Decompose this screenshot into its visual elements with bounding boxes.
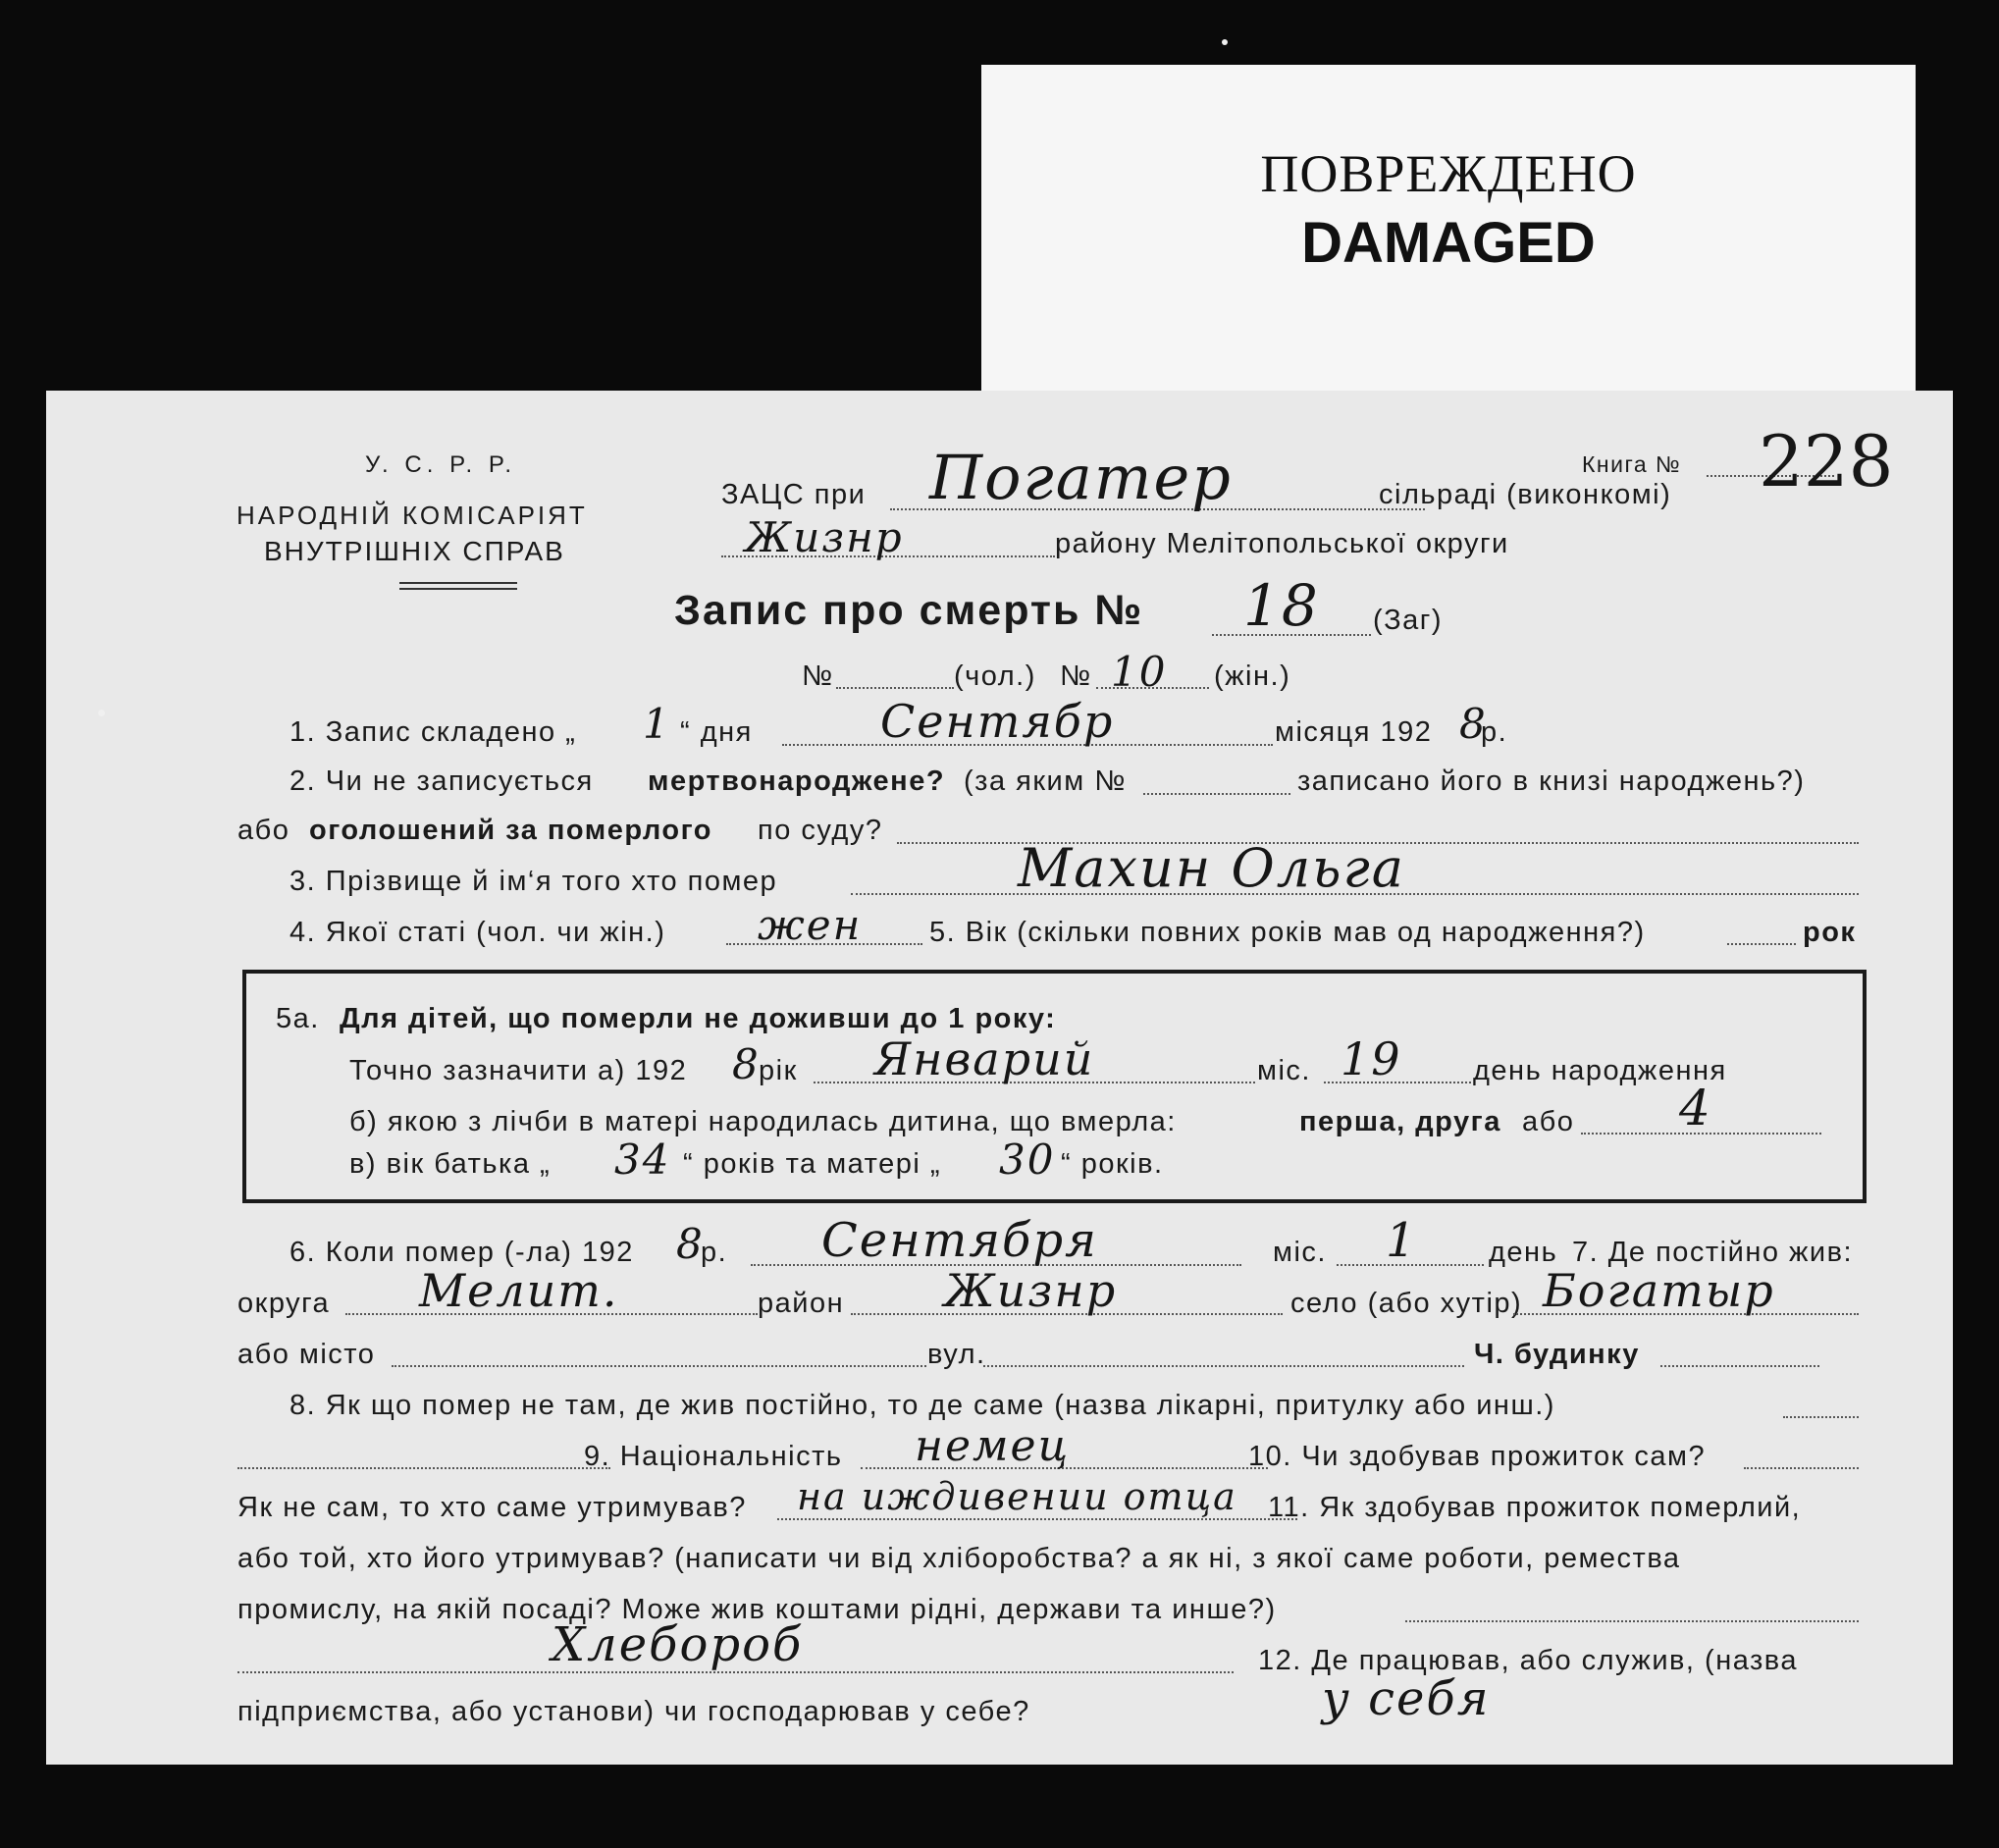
f8-dotline	[1783, 1416, 1859, 1418]
f1-month: Сентябр	[880, 695, 1115, 748]
f5-dotline	[1727, 943, 1796, 945]
f2-g: по суду?	[758, 815, 883, 846]
f2-e: або	[237, 815, 290, 846]
f1-label: 1. Запис складено „	[289, 716, 577, 748]
f12-value: у себя	[1322, 1671, 1491, 1726]
f5a-a-end: день народження	[1473, 1055, 1727, 1086]
header-divider	[399, 582, 517, 584]
header-divider-2	[399, 588, 517, 590]
f2-c: (за яким №	[964, 766, 1127, 797]
f6-month: Сентября	[821, 1213, 1098, 1268]
f5a-a-label: Точно зазначити а) 192	[349, 1055, 688, 1086]
f11-label: 11. Як здобував прожиток померлий,	[1268, 1492, 1802, 1523]
f10b-label: Як не сам, то хто саме утримував?	[237, 1492, 747, 1523]
f11-line1: або той, хто його утримував? (написати чи від хліборобства? а як ні, з якої саме роботи, ремества	[237, 1543, 1681, 1574]
male-label: (чол.)	[954, 660, 1036, 692]
damaged-label-en: DAMAGED	[1301, 211, 1596, 275]
f5a-a-month: Январий	[874, 1032, 1095, 1085]
f5a-a-day: 19	[1341, 1032, 1402, 1085]
f1-day: 1	[643, 700, 671, 748]
f4-value: жен	[758, 901, 863, 949]
f7-vul-dotline	[983, 1365, 1464, 1367]
male-no-dotline	[836, 687, 954, 689]
f8-label: 8. Як що помер не там, де жив постійно, то де саме (назва лікарні, притулку або инш.)	[289, 1390, 1555, 1421]
f9-value: немец	[915, 1421, 1071, 1471]
republic-label: У. С. Р. Р.	[365, 451, 517, 478]
dust-speck	[1222, 39, 1228, 45]
female-no-label: №	[1060, 660, 1092, 692]
zag-label: (Заг)	[1373, 605, 1444, 636]
f10-dotline	[1744, 1467, 1859, 1469]
department-label: ВНУТРІШНІХ СПРАВ	[264, 536, 565, 566]
female-no-value: 10	[1111, 648, 1168, 696]
f5-unit: рок	[1803, 917, 1857, 948]
district-suffix: району Мелітопольської округи	[1055, 528, 1509, 559]
f5a-b-value: 4	[1679, 1080, 1712, 1136]
f5a-b-label: б) якою з лічби в матері народилась дитина, що вмерла:	[349, 1106, 1177, 1137]
f2-no-dotline	[1143, 793, 1290, 795]
f2-b: мертвонароджене?	[648, 766, 946, 797]
f1-year-label: місяця 192	[1275, 716, 1433, 748]
f7-okruga-value: Мелит.	[419, 1264, 619, 1317]
f4-label: 4. Якої статі (чол. чи жін.)	[289, 917, 666, 948]
f12-label: 12. Де працював, або служив, (назва	[1258, 1645, 1799, 1676]
f6-year: 8	[676, 1220, 705, 1268]
f7-rayon-value: Жизнр	[944, 1264, 1118, 1317]
f10b-value: на иждивении отца	[797, 1475, 1237, 1518]
f2-a: 2. Чи не записується	[289, 766, 594, 797]
f2-d: записано його в книзі народжень?)	[1297, 766, 1806, 797]
f10b-dotline	[777, 1518, 1297, 1520]
commissariat-label: НАРОДНІЙ КОМІСАРІЯТ	[237, 501, 588, 530]
f6-mis: міс.	[1273, 1237, 1327, 1268]
zags-prefix: ЗАЦС при	[721, 479, 867, 510]
f7-budynku-dotline	[1660, 1365, 1819, 1367]
f7-budynku: Ч. будинку	[1474, 1339, 1640, 1370]
book-number: 228	[1759, 420, 1894, 502]
f5a-c-mother: 30	[999, 1135, 1056, 1184]
f5a-a-year: 8	[732, 1040, 761, 1088]
f7-misto-dotline	[392, 1365, 926, 1367]
f10-label: 10. Чи здобував прожиток сам?	[1248, 1441, 1707, 1472]
book-label: Книга №	[1582, 451, 1682, 477]
f7-rayon: район	[758, 1288, 845, 1319]
f5a-c-father: 34	[614, 1135, 671, 1184]
infant-section-box	[242, 970, 1867, 1203]
f7-vul: вул.	[927, 1339, 986, 1370]
f1-year: 8	[1459, 700, 1488, 748]
f5a-a-mis: міс.	[1257, 1055, 1311, 1086]
f2-f: оголошений за померлого	[309, 815, 712, 846]
f3-name: Махин Ольга	[1018, 837, 1405, 899]
f11-dotline	[1405, 1620, 1859, 1622]
female-label: (жін.)	[1214, 660, 1291, 692]
f5a-title: Для дітей, що померли не доживши до 1 року:	[340, 1003, 1057, 1034]
damaged-label-ua: ПОВРЕЖДЕНО	[1260, 144, 1637, 203]
f5a-b-end: або	[1522, 1106, 1575, 1137]
f12-line2: підприємства, або установи) чи господарював у себе?	[237, 1696, 1030, 1727]
death-record-form	[46, 391, 1953, 1765]
f6-label: 6. Коли помер (-ла) 192	[289, 1237, 634, 1268]
f7-selo: село (або хутір)	[1290, 1288, 1523, 1319]
dust-speck	[98, 710, 105, 716]
no-label: №	[802, 660, 834, 692]
f8-cont-dotline	[237, 1467, 610, 1469]
f3-label: 3. Прізвище й ім‘я того хто помер	[289, 866, 778, 897]
f7-selo-value: Богатыр	[1543, 1264, 1775, 1317]
village-value: Погатер	[929, 442, 1233, 513]
f5a-b-bold: перша, друга	[1299, 1106, 1501, 1137]
f1-mid: “ дня	[680, 716, 753, 748]
f5-label: 5. Вік (скільки повних років мав од народження?)	[929, 917, 1646, 948]
f6-den: день	[1489, 1237, 1558, 1268]
f7-misto: або місто	[237, 1339, 376, 1370]
f5a-c-end: “ років.	[1061, 1148, 1164, 1180]
f1-end: р.	[1481, 716, 1508, 748]
f7-okruga: округа	[237, 1288, 331, 1319]
damaged-label-card	[981, 65, 1916, 394]
f11-value: Хлебороб	[552, 1617, 804, 1672]
record-title: Запис про смерть №	[674, 587, 1144, 634]
f6-day: 1	[1386, 1213, 1418, 1268]
f9-label: 9. Національність	[584, 1441, 843, 1472]
f7-label: 7. Де постійно жив:	[1572, 1237, 1854, 1268]
district-value: Жизнр	[745, 513, 904, 561]
f5a-a-rik: рік	[759, 1055, 798, 1086]
f5a-label: 5а.	[276, 1003, 320, 1034]
f6-r: р.	[701, 1237, 728, 1268]
record-number: 18	[1243, 572, 1320, 639]
f5a-c-label: в) вік батька „	[349, 1148, 552, 1180]
f5a-c-mid: “ років та матері „	[683, 1148, 942, 1180]
f11-line2: промислу, на якій посаді? Може жив коштами рідні, держави та инше?)	[237, 1594, 1277, 1625]
village-suffix: сільраді (виконкомі)	[1379, 479, 1672, 510]
